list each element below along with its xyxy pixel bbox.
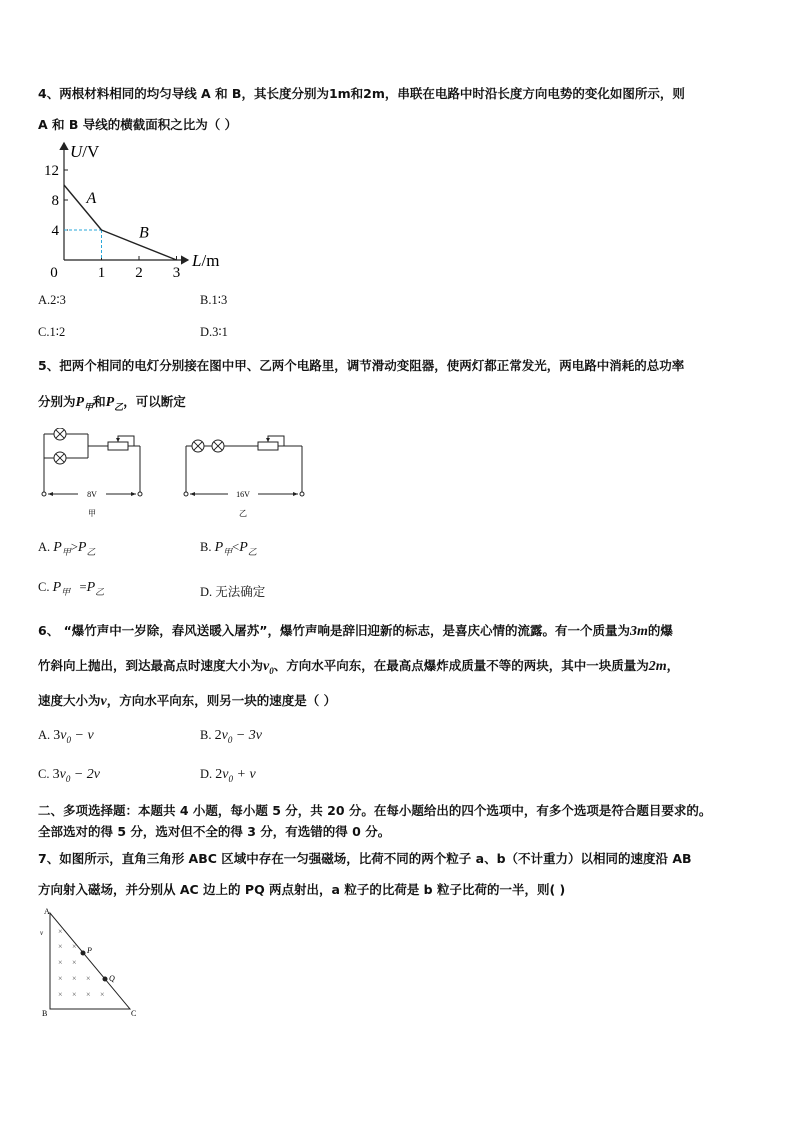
x-tick-label: 0 — [50, 265, 58, 280]
q4-option-c[interactable]: C.1∶2 — [38, 325, 66, 339]
q5-text-line2 — [38, 392, 186, 413]
field-cross-mark: × — [58, 974, 63, 983]
q4-text-line1 — [38, 84, 685, 102]
series-b-label: B — [139, 224, 149, 242]
q6-text-line3 — [38, 691, 336, 710]
q5-option-a[interactable]: A. $P_甲>P_乙$ — [38, 540, 96, 557]
q5-jia-label: 甲 — [88, 509, 96, 518]
q5-jia-voltage: 8V — [87, 490, 97, 499]
q5-p-yi: $P_乙$ — [105, 395, 124, 412]
q4-option-d[interactable]: D.3∶1 — [200, 325, 228, 339]
field-cross-mark: × — [58, 990, 63, 999]
field-cross-mark: × — [58, 942, 63, 951]
q7-number: 7、 — [38, 851, 60, 866]
q5-option-d[interactable]: D. 无法确定 — [200, 585, 266, 599]
y-tick-label: 12 — [44, 163, 59, 179]
q7-vertex-c: C — [131, 1009, 137, 1018]
q5-stem-2b: 和 — [93, 394, 106, 409]
field-cross-mark: × — [86, 990, 91, 999]
q7-point-p — [81, 951, 86, 956]
q7-text-line1 — [38, 849, 692, 867]
q5-circuit-yi — [180, 428, 310, 520]
x-axis-label: L/m — [192, 251, 220, 270]
q6-v0: $v_0$ — [263, 659, 274, 676]
q6-stem-1b: 的爆 — [647, 623, 673, 638]
q5-option-b[interactable]: B. $P_甲<P_乙$ — [200, 540, 257, 557]
q5-stem-2a: 分别为 — [38, 394, 76, 409]
q5-yi-voltage: 16V — [236, 490, 250, 499]
y-tick-label: 8 — [51, 193, 59, 209]
q6-option-d[interactable]: D. $2v_0 + v$ — [200, 767, 256, 784]
q7-vertex-b: B — [42, 1009, 48, 1018]
q7-text-line2: 方向射入磁场，并分别从 AC 边上的 PQ 两点射出，a 粒子的比荷是 b 粒子比荷的一半，则( ) — [38, 882, 566, 897]
section2-heading-line1: 二、多项选择题：本题共 4 小题，每小题 5 分，共 20 分。在每小题给出的四个选项中，有多个选项是符合题目要求的。 — [38, 803, 712, 818]
q6-stem-3b: ，方向水平向东，则另一块的速度是（ ） — [106, 693, 337, 708]
q4-stem-1: 两根材料相同的均匀导线 A 和 B，其长度分别为1m和2m，串联在电路中时沿长度方向电势的变化如图所示，则 — [59, 86, 685, 101]
field-cross-mark: × — [72, 990, 77, 999]
q4-text-line2: A 和 B 导线的横截面积之比为（ ） — [38, 117, 238, 132]
q6-v: v — [100, 694, 107, 709]
q4-number: 4、 — [38, 86, 60, 101]
q7-vertex-a: A — [44, 907, 50, 916]
field-cross-mark: × — [58, 927, 63, 936]
q6-text-line2 — [38, 656, 679, 676]
x-tick-label: 2 — [135, 265, 143, 280]
q5-text-line1 — [38, 356, 684, 374]
q6-mass-3m: 3m — [630, 624, 648, 639]
x-tick-label: 3 — [172, 265, 181, 280]
q6-stem-1a: “爆竹声中一岁除，春风送暖入屠苏”，爆竹声响是辞旧迎新的标志，是喜庆心情的流露。有一个质量为 — [63, 623, 630, 638]
q6-option-a[interactable]: A. $3v_0 - v$ — [38, 728, 94, 745]
q6-stem-2b: 、方向水平向东，在最高点爆炸成质量不等的两块，其中一块质量为 — [273, 658, 649, 673]
q6-number: 6、 — [38, 623, 60, 638]
q5-stem-2c: ，可以断定 — [123, 394, 186, 409]
q4-option-a[interactable]: A.2∶3 — [38, 293, 66, 307]
q6-text-line1 — [38, 621, 673, 640]
q5-circuit-jia — [38, 428, 150, 520]
y-axis-label: U/V — [70, 142, 100, 161]
field-cross-mark: × — [72, 958, 77, 967]
x-tick-label: 1 — [97, 265, 106, 280]
series-a-label: A — [86, 190, 97, 207]
q5-number: 5、 — [38, 358, 60, 373]
field-cross-mark: × — [72, 942, 77, 951]
q6-stem-3a: 速度大小为 — [38, 693, 101, 708]
field-cross-mark: × — [72, 974, 77, 983]
q6-mass-2m: 2m — [648, 659, 667, 674]
q6-stem-2a: 竹斜向上抛出，到达最高点时速度大小为 — [38, 658, 264, 673]
q7-velocity-label: v — [40, 929, 44, 937]
q5-option-c[interactable]: C. $P_甲$ $=P_乙$ — [38, 580, 105, 597]
y-tick-label: 4 — [51, 223, 59, 239]
section2-heading-line2: 全部选对的得 5 分，选对但不全的得 3 分，有选错的得 0 分。 — [38, 824, 391, 839]
q7-stem-1: 如图所示，直角三角形 ABC 区域中存在一匀强磁场，比荷不同的两个粒子 a、b（不计重力）以相同的速度沿 AB — [59, 851, 692, 866]
q5-stem-1: 把两个相同的电灯分别接在图中甲、乙两个电路里，调节滑动变阻器，使两灯都正常发光，两电路中消耗的总功率 — [59, 358, 685, 373]
field-cross-mark: × — [58, 958, 63, 967]
q5-yi-label: 乙 — [239, 509, 247, 518]
q6-option-b[interactable]: B. $2v_0 - 3v$ — [200, 728, 262, 745]
q7-point-q — [103, 977, 108, 982]
q4-option-b[interactable]: B.1∶3 — [200, 293, 228, 307]
field-cross-mark: × — [100, 990, 105, 999]
q4-graph — [30, 135, 240, 280]
q5-p-jia: $P_甲$ — [75, 395, 94, 412]
q6-stem-2c: ， — [666, 658, 680, 673]
q7-label-p: P — [87, 946, 92, 955]
q7-triangle-figure — [36, 905, 146, 1020]
field-cross-mark: × — [86, 974, 91, 983]
q6-option-c[interactable]: C. $3v_0 - 2v$ — [38, 767, 100, 784]
q7-label-q: Q — [109, 974, 115, 983]
